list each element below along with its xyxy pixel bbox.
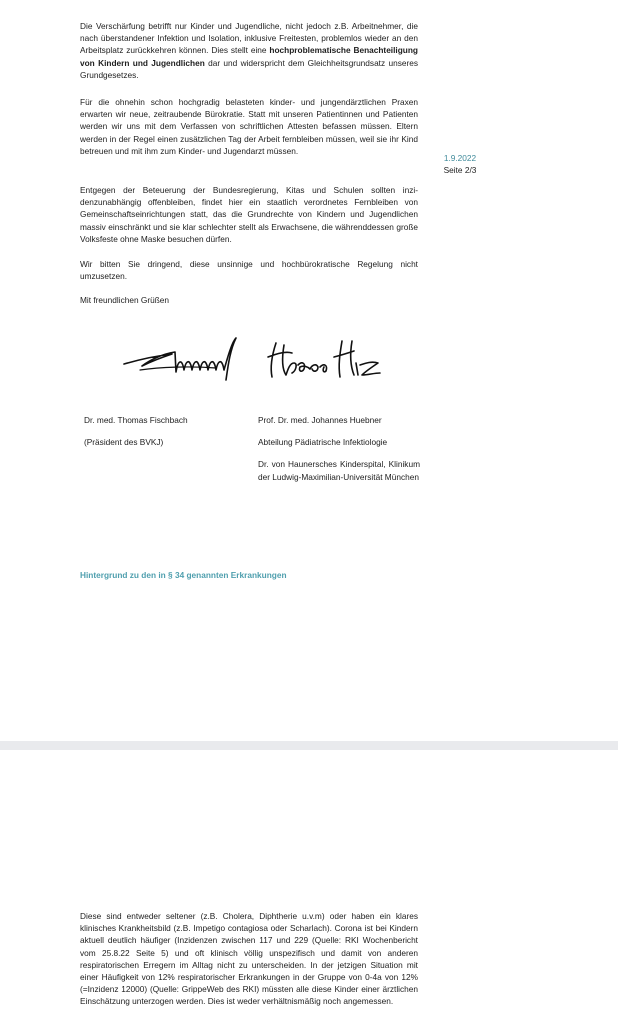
letter-date: 1.9.2022 xyxy=(443,153,477,163)
paragraph-text: dar und widerspricht dem Gleichheitsgrundsatz unseres Grundgesetzes. xyxy=(80,57,418,80)
paragraph-fundamental-rights: Entgegen der Beteuerung der Bundesregierung, Kitas und Schulen sollten inzidenzunabhängig offenbleiben, findet hier ein staatlich verordnetes Fernbleiben von Gemeinschaftseinrichtungen statt, das die Grundrechte von Kindern und Jugendlichen massiv einschränkt und sie klar schlechter stellt als Erwachsene, die währenddessen große Volksfeste ohne Maske besuchen dürfen. xyxy=(80,185,418,244)
paragraph-emphasis: hochproblematische Benachteiligung von Kindern und Jugendlichen xyxy=(80,45,418,68)
page-number: Seite 2/3 xyxy=(443,165,477,176)
signer-2-institution: Dr. von Haunersches Kinderspital, Klinikum der Ludwig-Maximilian-Universität München xyxy=(258,459,420,482)
paragraph-request: Wir bitten Sie dringend, diese unsinnige und hochbürokratische Regelung nicht umzusetzen. xyxy=(80,259,418,282)
signer-2-block xyxy=(258,414,420,483)
signature-fischbach xyxy=(120,330,245,385)
signer-1-name: Dr. med. Thomas Fischbach xyxy=(84,415,188,425)
paragraph-diseases-background: Diese sind entweder seltener (z.B. Cholera, Diphtherie u.v.m) oder haben ein klares klinisches Krankheitsbild (z.B. Impetigo contagiosa oder Scharlach). Corona ist bei Kindern aktuell deutlich häufiger (Inzidenzen zwischen 117 und 229 (Quelle: RKI Wochenbericht vom 25.8.22 Seite 5) und oft klinisch völlig unspezifisch und damit von anderen respiratorischen Erregern im Alltag nicht zu unterscheiden. In der jetzigen Situation mit einer Häufigkeit von 12% respiratorischer Erkrankungen in der Gruppe von 0-4a von 12% (=Inzidenz 12000) (Quelle: GrippeWeb des RKI) müssten alle diese Kinder einer ärztlichen Einschätzung unterzogen werden. Dies ist weder verhältnismäßig noch angemessen. xyxy=(80,911,418,1007)
signer-2-name: Prof. Dr. med. Johannes Huebner xyxy=(258,415,382,425)
signer-1-block xyxy=(84,414,188,448)
closing-greeting: Mit freundlichen Grüßen xyxy=(80,295,170,305)
paragraph-text: Die Verschärfung betrifft nur Kinder und Jugendliche, nicht jedoch z.B. Arbeitnehmer, die nach überstandener Infektion und Isolation, inklusive Freitesten, problemlos wieder an den Arbeitsplatz zurückkehren können. Dies stellt eine xyxy=(80,21,418,56)
section-heading-background: Hintergrund zu den in § 34 genannten Erkrankungen xyxy=(80,570,287,580)
signer-1-role: (Präsident des BVKJ) xyxy=(84,437,164,448)
paragraph-bureaucracy: Für die ohnehin schon hochgradig belasteten kinder- und jungendärztlichen Praxen erwarten wir neue, zeitraubende Bürokratie. Statt mit unseren Patientinnen und Patienten werden wir uns mit dem Verfassen von schriftlichen Attesten befassen müssen. Eltern werden in der Regel einen zusätzlichen Tag der Arbeit fernbleiben müssen, weil sie ihr Kind betreuen und mit ihm zum Kinder- und Jugendarzt müssen. xyxy=(80,97,418,156)
sidebar-meta xyxy=(430,152,490,176)
document-page-2 xyxy=(0,750,618,1024)
paragraph-discrimination xyxy=(80,20,418,81)
signature-huebner xyxy=(262,335,387,385)
signer-2-department: Abteilung Pädiatrische Infektiologie xyxy=(258,437,388,448)
